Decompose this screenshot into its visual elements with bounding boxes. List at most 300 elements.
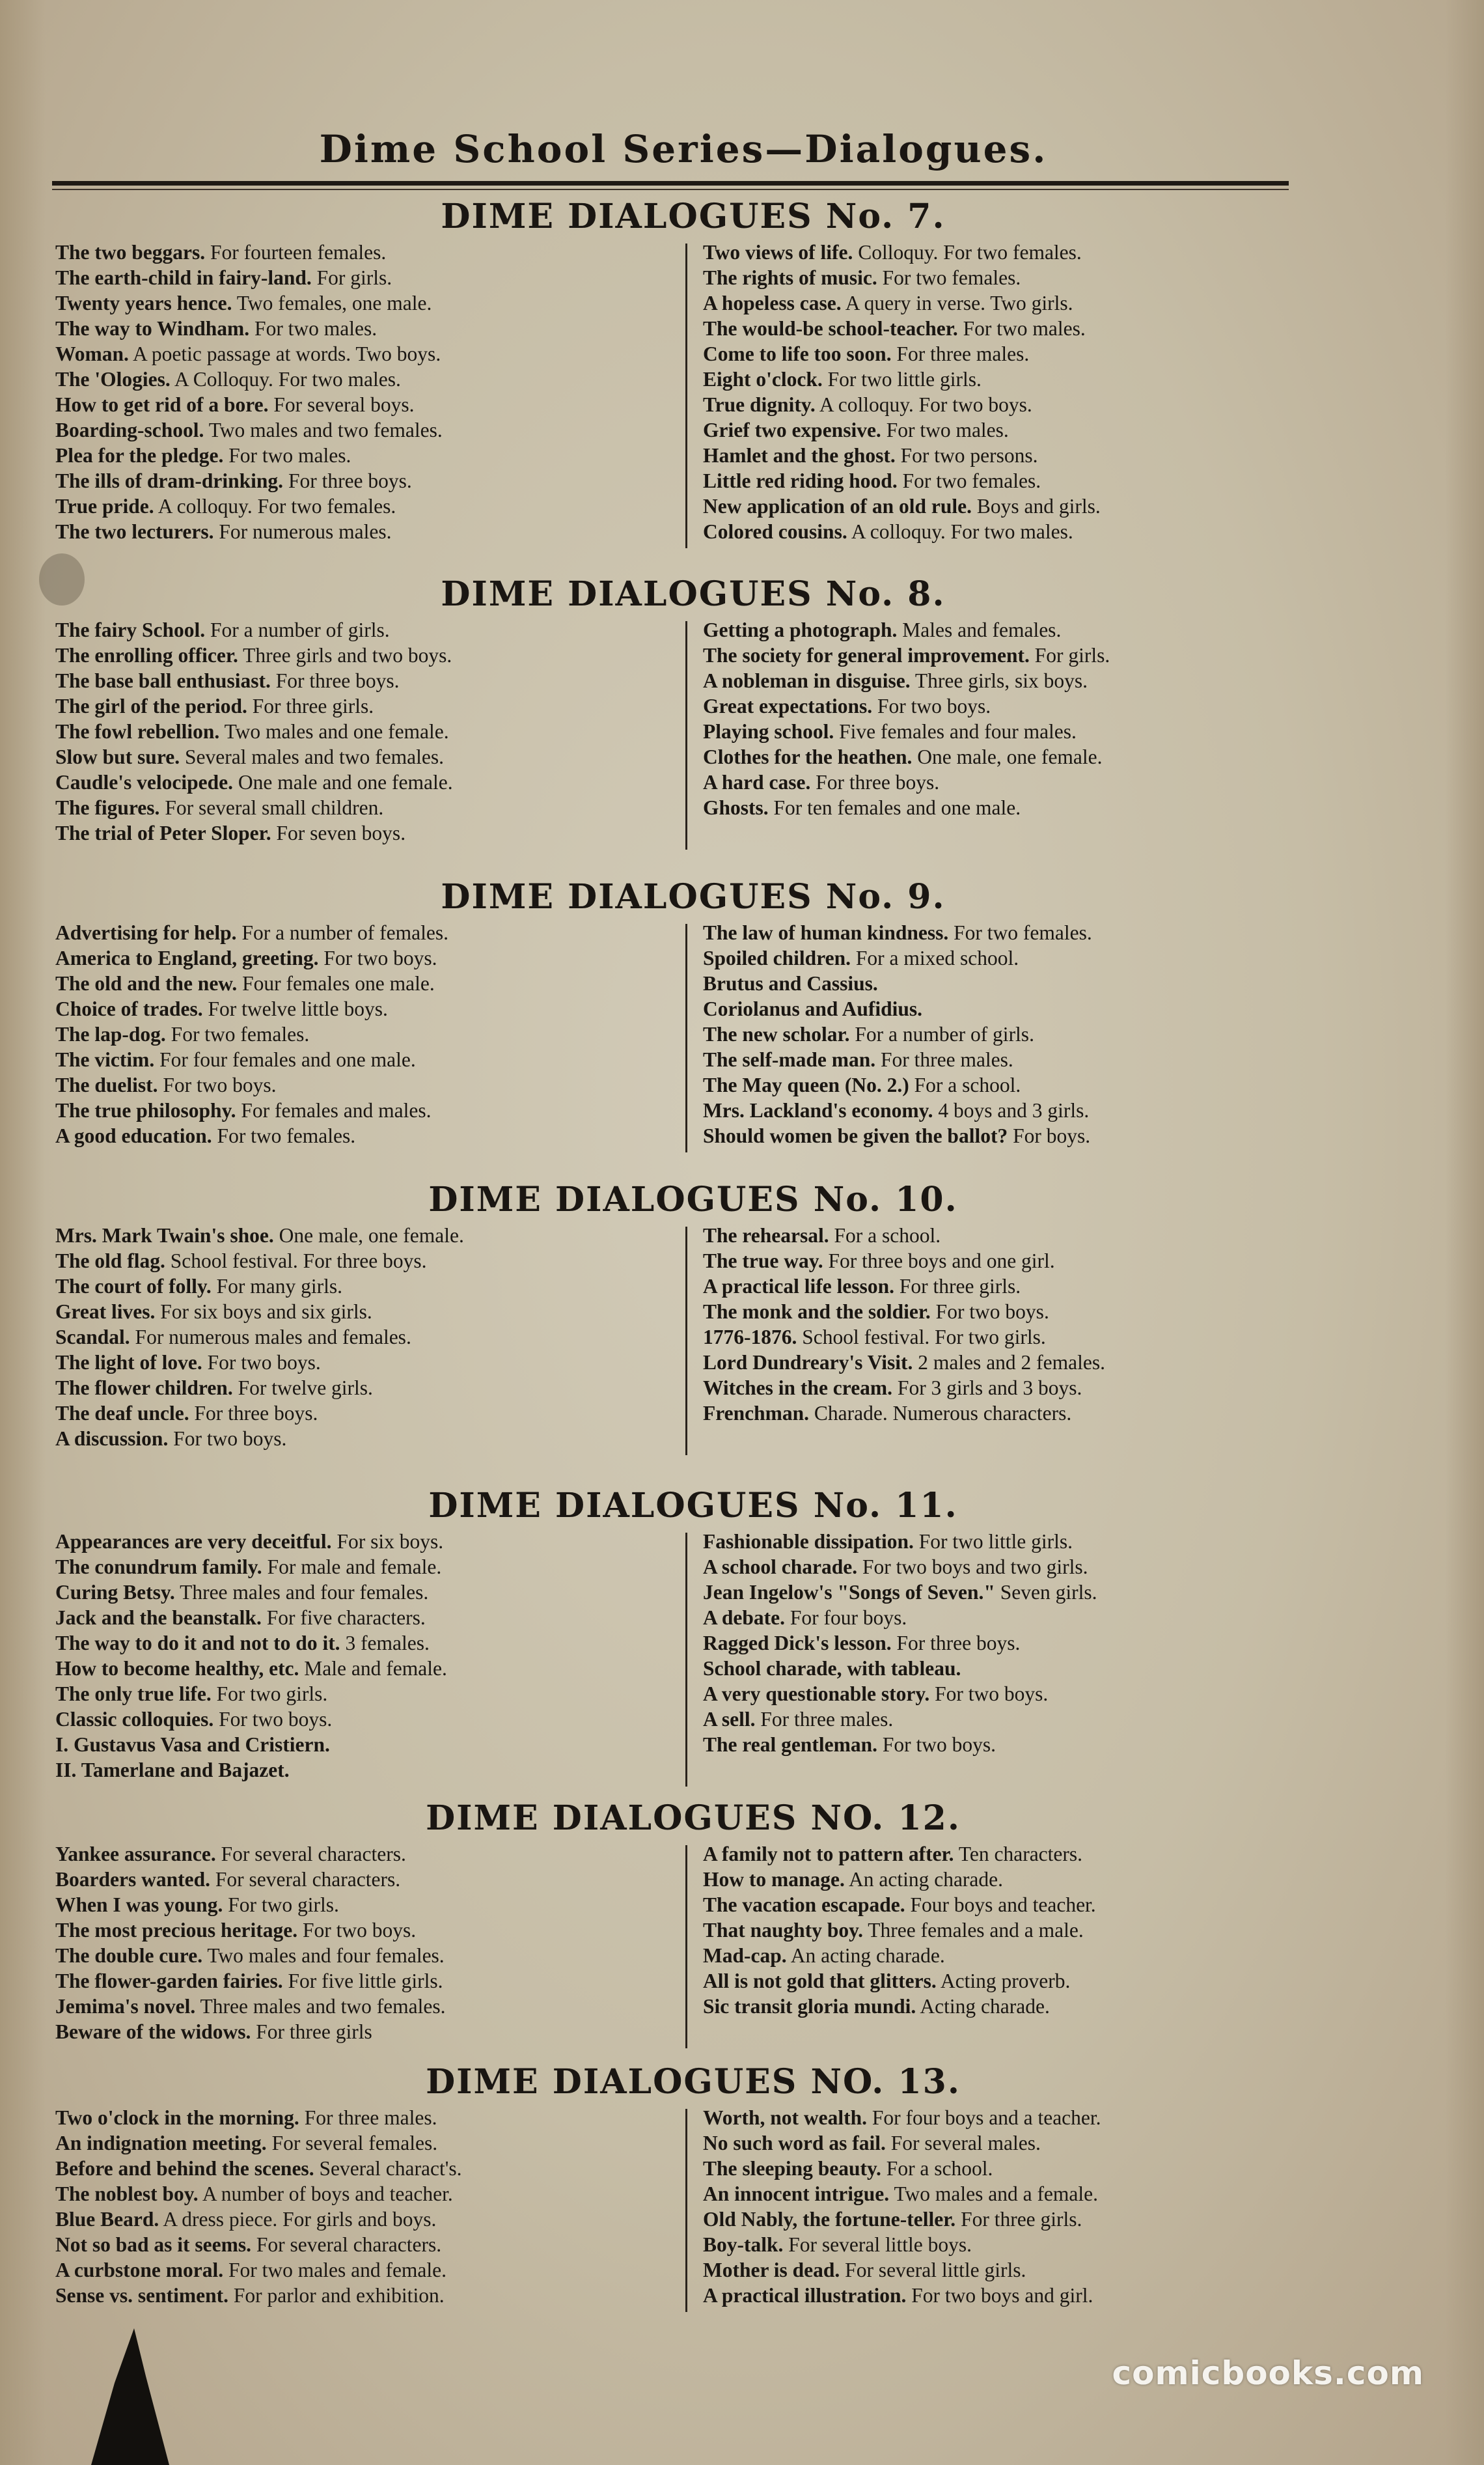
entry-title: Great expectations. [703,695,873,717]
dialogue-entry [703,945,1347,971]
entry-title: Scandal. [55,1326,130,1348]
dialogue-entry [703,2232,1347,2257]
dialogue-entry [703,417,1347,443]
dialogue-entry [55,494,680,519]
dialogue-entry [55,367,680,392]
section-title: DIME DIALOGUES NO. 13. [426,2062,961,2102]
section-title: DIME DIALOGUES No. 9. [441,877,946,917]
entry-cast: For two boys. [318,947,437,969]
entry-title: Coriolanus and Aufidius. [703,997,923,1020]
dialogue-entry [55,1892,680,1917]
entry-title: The trial of Peter Sloper. [55,822,271,844]
entry-title: The rights of music. [703,266,877,289]
dialogue-entry [703,290,1347,316]
entry-title: Slow but sure. [55,745,180,768]
entry-title: The fowl rebellion. [55,720,220,743]
entry-cast: For two little girls. [822,368,982,391]
entry-title: Should women be given the ballot? [703,1124,1008,1147]
entry-cast: Three girls, six boys. [910,669,1088,692]
entry-cast: For three girls. [247,695,374,717]
entry-title: A sell. [703,1708,756,1731]
dialogue-entry [703,719,1347,744]
dialogue-entry [703,1324,1347,1350]
entry-title: Worth, not wealth. [703,2106,867,2129]
dialogue-entry [55,1047,680,1072]
entry-title: A debate. [703,1606,785,1629]
entry-title: Curing Betsy. [55,1581,175,1604]
entry-cast: School festival. For two girls. [797,1326,1046,1348]
entry-title: Woman. [55,342,129,365]
dialogue-entry [703,693,1347,719]
dialogue-entry [703,770,1347,795]
entry-title: The flower children. [55,1376,233,1399]
entry-title: Sense vs. sentiment. [55,2284,228,2307]
entry-cast: Seven girls. [995,1581,1097,1604]
entry-title: The court of folly. [55,1275,212,1298]
entry-title: A school charade. [703,1555,858,1578]
entry-cast: A dress piece. For girls and boys. [159,2208,437,2231]
dialogue-entry [703,1917,1347,1943]
dialogue-entry [55,290,680,316]
dialogue-entry [55,1426,680,1451]
entry-cast: For two boys. [297,1919,417,1942]
entry-cast: Males and females. [897,619,1062,641]
entry-cast: For girls. [1029,644,1110,667]
ink-smudge [39,553,85,606]
entry-title: Plea for the pledge. [55,444,224,467]
dialogue-entry [703,2130,1347,2156]
entry-cast: A colloquy. For two boys. [815,393,1032,416]
dialogue-entry [55,920,680,945]
entry-title: The only true life. [55,1682,212,1705]
dialogue-entry [55,519,680,544]
torn-corner-stain [91,2328,169,2465]
dialogue-entry [55,1732,680,1757]
entry-cast: For four boys. [785,1606,907,1629]
entry-title: Jack and the beanstalk. [55,1606,262,1629]
entry-title: Boy-talk. [703,2233,784,2256]
left-column [55,1841,680,2044]
dialogue-entry [55,1248,680,1274]
dialogue-entry [703,1867,1347,1892]
entry-title: Hamlet and the ghost. [703,444,896,467]
entry-title: A nobleman in disguise. [703,669,911,692]
dialogue-entry [703,316,1347,341]
entry-title: The real gentleman. [703,1733,878,1756]
dialogue-entry [55,316,680,341]
dialogue-entry [703,2156,1347,2181]
entry-cast: For three males. [891,342,1030,365]
entry-cast: For three males. [875,1048,1013,1071]
dialogue-entry [703,1732,1347,1757]
right-column [703,1841,1347,2019]
entry-title: The figures. [55,796,160,819]
entry-title: Jemima's novel. [55,1995,196,2018]
dialogue-entry [55,820,680,846]
entry-cast: For three girls. [894,1275,1021,1298]
entry-cast: For a school. [829,1224,941,1247]
entry-cast: For three boys. [189,1402,318,1425]
entry-title: A hopeless case. [703,292,842,314]
dialogue-entry [55,693,680,719]
dialogue-entry [703,1706,1347,1732]
entry-cast: Charade. Numerous characters. [809,1402,1072,1425]
entry-cast: For several characters. [251,2233,442,2256]
dialogue-entry [55,240,680,265]
dialogue-entry [703,1274,1347,1299]
dialogue-entry [55,1400,680,1426]
entry-cast: For three males. [755,1708,894,1731]
dialogue-entry [703,1400,1347,1426]
entry-title: The 'Ologies. [55,368,171,391]
entry-title: Ghosts. [703,796,769,819]
dialogue-entry [703,668,1347,693]
entry-cast: An acting charade. [786,1944,945,1967]
entry-cast: For girls. [311,266,392,289]
dialogue-entry [703,996,1347,1022]
entry-cast: For two girls. [211,1682,328,1705]
dialogue-entry [55,1757,680,1783]
entry-cast: A number of boys and teacher. [198,2182,453,2205]
dialogue-entry [703,468,1347,494]
entry-cast: Boys and girls. [972,495,1101,518]
entry-title: True pride. [55,495,154,518]
entry-cast: For four boys and a teacher. [867,2106,1101,2129]
entry-cast: Three females and a male. [862,1919,1084,1942]
dialogue-entry [55,1274,680,1299]
entry-cast: For two boys. [213,1708,333,1731]
entry-title: The fairy School. [55,619,206,641]
dialogue-entry [55,1580,680,1605]
dialogue-entry [703,519,1347,544]
entry-cast: For two boys. [202,1351,321,1374]
section-title: DIME DIALOGUES NO. 12. [426,1798,961,1838]
entry-title: Grief two expensive. [703,419,881,441]
running-head: Dime School Series—Dialogues. [319,127,1048,171]
entry-title: An innocent intrigue. [703,2182,890,2205]
entry-cast: For three boys. [283,469,412,492]
dialogue-entry [55,1706,680,1732]
dialogue-entry [55,2181,680,2207]
entry-cast: For six boys. [331,1530,444,1553]
column-divider [685,1227,687,1455]
entry-title: The monk and the soldier. [703,1300,931,1323]
dialogue-entry [703,2283,1347,2308]
dialogue-entry [55,1994,680,2019]
entry-cast: For several small children. [159,796,384,819]
entry-cast: Several charact's. [314,2157,462,2180]
entry-cast: For twelve girls. [232,1376,373,1399]
entry-title: Caudle's velocipede. [55,771,233,794]
entry-title: The girl of the period. [55,695,247,717]
entry-cast: For two females. [877,266,1021,289]
entry-cast: For several little boys. [783,2233,972,2256]
entry-cast: Four boys and teacher. [905,1893,1096,1916]
dialogue-entry [55,1123,680,1149]
entry-title: Eight o'clock. [703,368,823,391]
entry-title: Advertising for help. [55,921,237,944]
entry-cast: For a number of girls. [849,1023,1034,1046]
entry-title: A hard case. [703,771,811,794]
entry-title: The old and the new. [55,972,238,995]
section-title: DIME DIALOGUES No. 7. [441,197,946,236]
right-column [703,617,1347,820]
entry-cast: For twelve little boys. [202,997,388,1020]
dialogue-section [55,573,1331,851]
entry-title: The self-made man. [703,1048,876,1071]
dialogue-entry [703,367,1347,392]
entry-cast: For several boys. [268,393,415,416]
entry-title: A very questionable story. [703,1682,930,1705]
dialogue-entry [55,2105,680,2130]
right-column [703,1529,1347,1757]
dialogue-entry [55,1656,680,1681]
entry-cast: For fourteen females. [205,241,387,264]
dialogue-entry [703,1375,1347,1400]
entry-title: The two lecturers. [55,520,214,543]
dialogue-entry [703,1248,1347,1274]
entry-cast: For male and female. [262,1555,442,1578]
section-title: DIME DIALOGUES No. 11. [428,1486,958,1525]
entry-title: A curbstone moral. [55,2259,224,2281]
dialogue-entry [703,1098,1347,1123]
column-divider [685,244,687,548]
dialogue-entry [55,2019,680,2044]
entry-cast: For five little girls. [282,1970,443,1992]
entry-title: The earth-child in fairy-land. [55,266,312,289]
entry-title: Mother is dead. [703,2259,840,2281]
entry-cast: For two little girls. [913,1530,1073,1553]
dialogue-entry [55,1299,680,1324]
dialogue-entry [55,2156,680,2181]
entry-title: Choice of trades. [55,997,203,1020]
entry-cast: Male and female. [299,1657,447,1680]
entry-title: The true philosophy. [55,1099,236,1122]
dialogue-entry [55,1022,680,1047]
entry-title: Beware of the widows. [55,2020,251,2043]
right-column [703,240,1347,544]
dialogue-entry [55,1098,680,1123]
column-divider [685,1533,687,1787]
entry-title: An indignation meeting. [55,2132,267,2154]
entry-title: The flower-garden fairies. [55,1970,283,1992]
dialogue-section [55,1178,1331,1456]
entry-cast: For several little girls. [840,2259,1026,2281]
entry-title: Classic colloquies. [55,1708,214,1731]
dialogue-entry [55,1223,680,1248]
dialogue-entry [55,2283,680,2308]
entry-cast: For many girls. [211,1275,342,1298]
entry-title: The society for general improvement. [703,644,1030,667]
entry-title: Blue Beard. [55,2208,159,2231]
header-rule [52,181,1289,186]
dialogue-entry [55,2207,680,2232]
entry-title: A practical life lesson. [703,1275,894,1298]
dialogue-entry [55,1375,680,1400]
entry-title: The ills of dram-drinking. [55,469,284,492]
entry-title: Come to life too soon. [703,342,892,365]
entry-title: Boarders wanted. [55,1868,210,1891]
entry-title: Colored cousins. [703,520,847,543]
entry-title: School charade, with tableau. [703,1657,961,1680]
dialogue-entry [55,1350,680,1375]
header-rule-thin [52,189,1289,190]
dialogue-entry [703,1580,1347,1605]
entry-cast: For two males. [881,419,1009,441]
entry-title: Before and behind the scenes. [55,2157,314,2180]
entry-title: Jean Ingelow's "Songs of Seven." [703,1581,995,1604]
entry-cast: School festival. For three boys. [165,1249,427,1272]
dialogue-entry [55,1324,680,1350]
entry-cast: A Colloquy. For two males. [170,368,401,391]
dialogue-entry [55,795,680,820]
dialogue-entry [703,1223,1347,1248]
dialogue-entry [703,494,1347,519]
entry-title: Mrs. Lackland's economy. [703,1099,933,1122]
entry-title: Ragged Dick's lesson. [703,1632,892,1654]
entry-cast: For three boys. [270,669,400,692]
dialogue-entry [55,443,680,468]
entry-title: The noblest boy. [55,2182,199,2205]
dialogue-entry [703,1529,1347,1554]
dialogue-entry [55,341,680,367]
entry-cast: For numerous males and females. [130,1326,411,1348]
dialogue-entry [55,1529,680,1554]
entry-cast: For several females. [266,2132,438,2154]
entry-title: The base ball enthusiast. [55,669,271,692]
entry-cast: For two females. [212,1124,356,1147]
entry-cast: For three boys and one girl. [823,1249,1055,1272]
entry-cast: 2 males and 2 females. [913,1351,1105,1374]
entry-cast: Several males and two females. [180,745,444,768]
dialogue-entry [703,971,1347,996]
entry-title: The lap-dog. [55,1023,166,1046]
entry-title: A discussion. [55,1427,169,1450]
entry-title: How to manage. [703,1868,845,1891]
entry-title: The way to do it and not to do it. [55,1632,340,1654]
entry-cast: 3 females. [340,1632,430,1654]
dialogue-entry [703,643,1347,668]
entry-cast: Two males and a female. [889,2182,1099,2205]
dialogue-section [55,1484,1331,1788]
entry-title: Appearances are very deceitful. [55,1530,332,1553]
dialogue-entry [703,1968,1347,1994]
entry-cast: An acting charade. [844,1868,1003,1891]
entry-cast: For two boys and two girls. [857,1555,1088,1578]
dialogue-entry [55,770,680,795]
dialogue-entry [703,1656,1347,1681]
left-column [55,1223,680,1451]
dialogue-entry [703,920,1347,945]
entry-cast: A colloquy. For two females. [154,495,396,518]
entry-cast: For a mixed school. [850,947,1019,969]
entry-cast: Five females and four males. [834,720,1077,743]
entry-title: How to become healthy, etc. [55,1657,299,1680]
dialogue-entry [703,1605,1347,1630]
entry-title: The new scholar. [703,1023,850,1046]
dialogue-entry [55,1072,680,1098]
entry-cast: For two females. [948,921,1092,944]
entry-cast: Three girls and two boys. [238,644,452,667]
entry-title: New application of an old rule. [703,495,972,518]
entry-cast: For three boys. [810,771,940,794]
entry-cast: For parlor and exhibition. [228,2284,445,2307]
dialogue-entry [55,1968,680,1994]
entry-cast: Two males and two females. [204,419,443,441]
left-column [55,1529,680,1783]
dialogue-entry [703,1072,1347,1098]
dialogue-entry [703,1299,1347,1324]
dialogue-entry [703,2105,1347,2130]
left-column [55,920,680,1149]
entry-cast: One male, one female. [912,745,1103,768]
entry-title: Two o'clock in the morning. [55,2106,299,2129]
dialogue-entry [55,945,680,971]
entry-title: A good education. [55,1124,212,1147]
dialogue-entry [55,392,680,417]
dialogue-entry [703,795,1347,820]
entry-cast: A poetic passage at words. Two boys. [128,342,441,365]
entry-title: The vacation escapade. [703,1893,905,1916]
entry-title: The deaf uncle. [55,1402,189,1425]
right-column [703,2105,1347,2308]
entry-title: Clothes for the heathen. [703,745,913,768]
left-column [55,2105,680,2308]
entry-cast: For a school. [881,2157,993,2180]
dialogue-entry [55,468,680,494]
entry-title: 1776-1876. [703,1326,797,1348]
dialogue-entry [55,1917,680,1943]
entry-title: A family not to pattern after. [703,1843,954,1865]
entry-title: America to England, greeting. [55,947,319,969]
entry-title: Getting a photograph. [703,619,898,641]
entry-title: Witches in the cream. [703,1376,893,1399]
entry-cast: For a number of females. [236,921,448,944]
dialogue-entry [703,392,1347,417]
entry-cast: Acting proverb. [936,1970,1071,1992]
entry-cast: For numerous males. [213,520,392,543]
entry-title: The law of human kindness. [703,921,949,944]
entry-title: The conundrum family. [55,1555,262,1578]
dialogue-entry [55,1554,680,1580]
entry-cast: Colloquy. For two females. [853,241,1082,264]
right-column [703,920,1347,1149]
entry-cast: One male and one female. [233,771,453,794]
entry-title: Mrs. Mark Twain's shoe. [55,1224,274,1247]
dialogue-entry [703,2207,1347,2232]
entry-cast: For four females and one male. [154,1048,416,1071]
dialogue-entry [55,744,680,770]
entry-title: True dignity. [703,393,816,416]
entry-title: Two views of life. [703,241,853,264]
dialogue-entry [703,443,1347,468]
watermark: comicbooks.com [1112,2354,1424,2392]
entry-cast: 4 boys and 3 girls. [933,1099,1090,1122]
dialogue-entry [703,2257,1347,2283]
entry-title: The true way. [703,1249,823,1272]
dialogue-entry [55,2232,680,2257]
entry-cast: For two persons. [895,444,1038,467]
dialogue-entry [703,1892,1347,1917]
entry-title: Brutus and Cassius. [703,972,878,995]
entry-cast: For two girls. [223,1893,339,1916]
dialogue-entry [703,617,1347,643]
entry-title: The way to Windham. [55,317,250,340]
dialogue-entry [55,2257,680,2283]
dialogue-entry [55,996,680,1022]
dialogue-entry [55,1630,680,1656]
left-column [55,240,680,544]
